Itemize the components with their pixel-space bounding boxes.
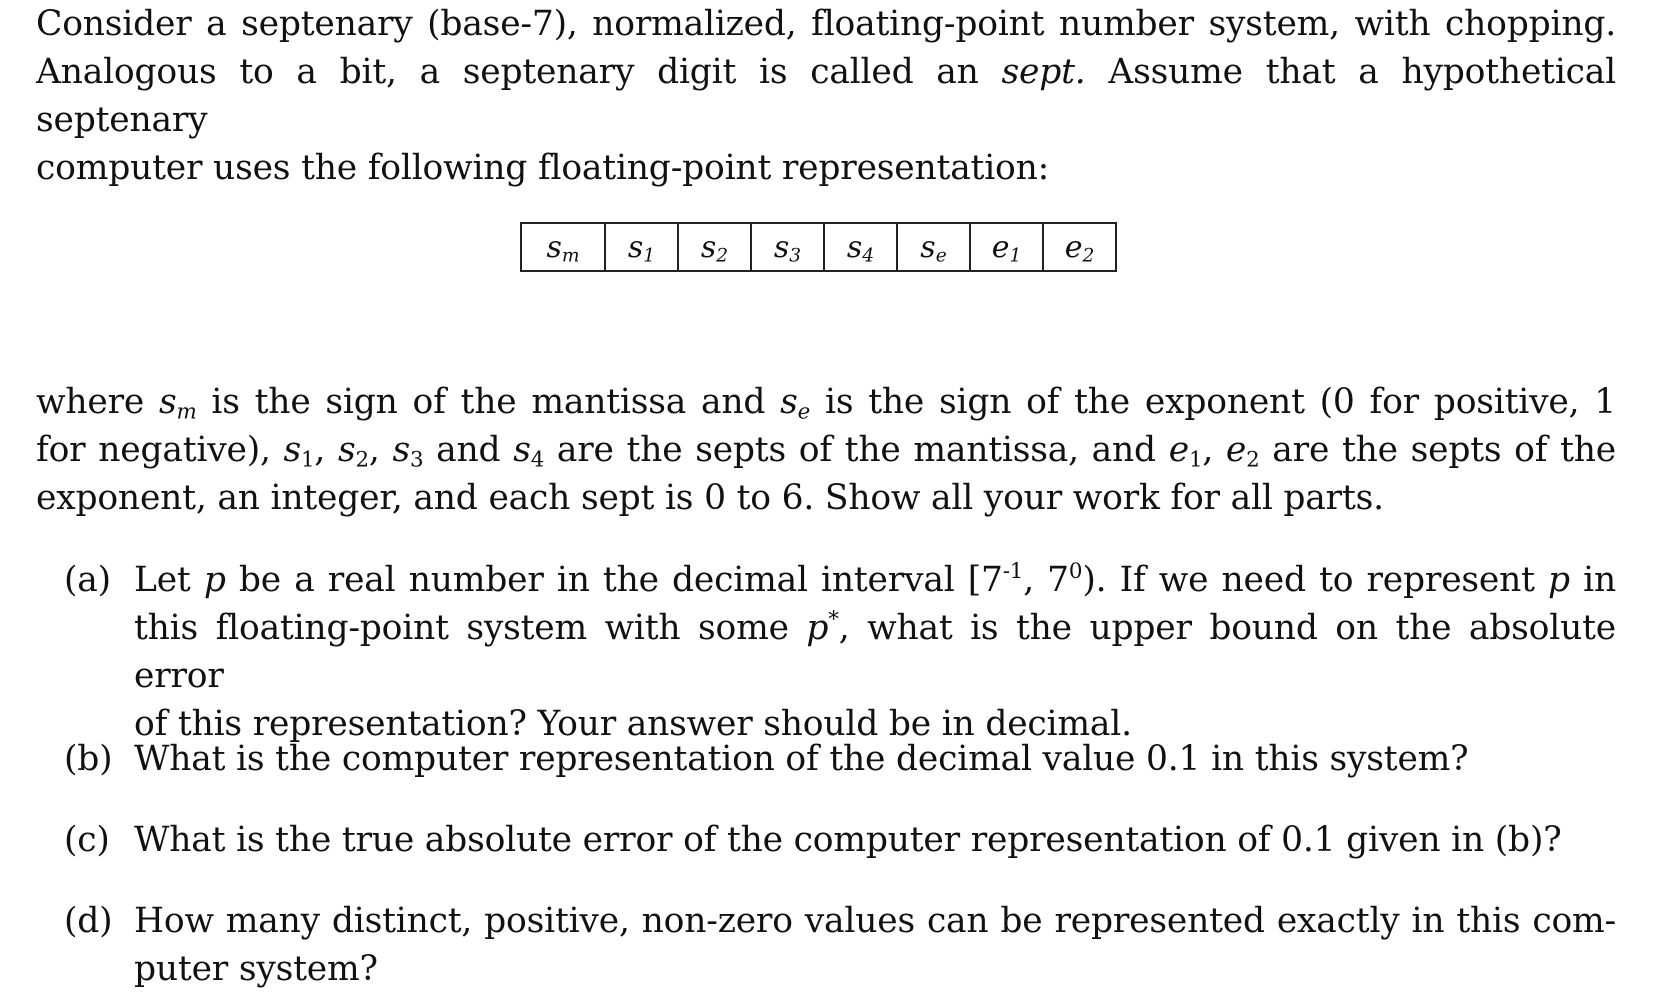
- intro-line-2-start: Analogous to a bit, a septenary digit is called an: [36, 52, 979, 92]
- question-a-body: [134, 556, 1616, 748]
- question-b-line-1: What is the computer representation of the decimal value 0.1 in this system?: [134, 739, 1469, 779]
- representation-table: [520, 222, 1117, 272]
- question-d-body: [134, 897, 1616, 993]
- field-e-1: $e_1$: [970, 223, 1043, 271]
- intro-line-1: Consider a septenary (base-7), normalized, floating-point number system, with chopping.: [36, 4, 1616, 44]
- field-s-2: $s_2$: [678, 223, 751, 271]
- question-a-line-3: of this representation? Your answer should be in decimal.: [134, 704, 1132, 744]
- description-paragraph: [36, 378, 1616, 522]
- question-b-label: (b): [64, 739, 113, 779]
- sept-term: sept.: [1001, 52, 1086, 92]
- question-a-line-2: this floating-point system with some p*, what is the upper bound on the absolute error: [134, 607, 1616, 696]
- question-c-label: (c): [64, 820, 110, 860]
- intro-paragraph: [36, 0, 1616, 192]
- intro-line-2: [36, 48, 1616, 144]
- field-s-3: $s_3$: [751, 223, 824, 271]
- question-b-body: [134, 735, 1616, 783]
- question-c-body: [134, 816, 1616, 864]
- question-a: [64, 556, 1616, 748]
- intro-line-3: computer uses the following floating-point representation:: [36, 148, 1050, 188]
- question-d: [64, 897, 1616, 993]
- field-s-1: $s_1$: [605, 223, 678, 271]
- question-d-label: (d): [64, 901, 113, 941]
- question-c-line-1: What is the true absolute error of the computer representation of 0.1 given in (b)?: [134, 820, 1562, 860]
- representation-row: [521, 223, 1116, 271]
- description-line-2: for negative), $s_1$, $s_2$, $s_3$ and $s_4$ are the septs of the mantissa, and $e_1$, $e_2$ are the septs of the: [36, 430, 1616, 473]
- description-line-1: where $s_m$ is the sign of the mantissa and $s_e$ is the sign of the exponent (0 for positive, 1: [36, 382, 1616, 425]
- field-s-m: $s_m$: [521, 223, 605, 271]
- question-a-line-1: Let p be a real number in the decimal interval [$7^{-1}$, $7^0$). If we need to represent p in: [134, 559, 1616, 600]
- intro-line-2-end: Assume that a hypothetical septenary: [36, 52, 1616, 140]
- description-line-3: exponent, an integer, and each sept is 0 to 6. Show all your work for all parts.: [36, 478, 1384, 518]
- question-d-line-2: puter system?: [134, 949, 378, 989]
- field-e-2: $e_2$: [1043, 223, 1116, 271]
- field-s-4: $s_4$: [824, 223, 897, 271]
- field-s-e: $s_e$: [897, 223, 970, 271]
- question-d-line-1: How many distinct, positive, non-zero values can be represented exactly in this com-: [134, 901, 1616, 941]
- question-a-label: (a): [64, 560, 111, 600]
- question-b: [64, 735, 1616, 783]
- question-c: [64, 816, 1616, 864]
